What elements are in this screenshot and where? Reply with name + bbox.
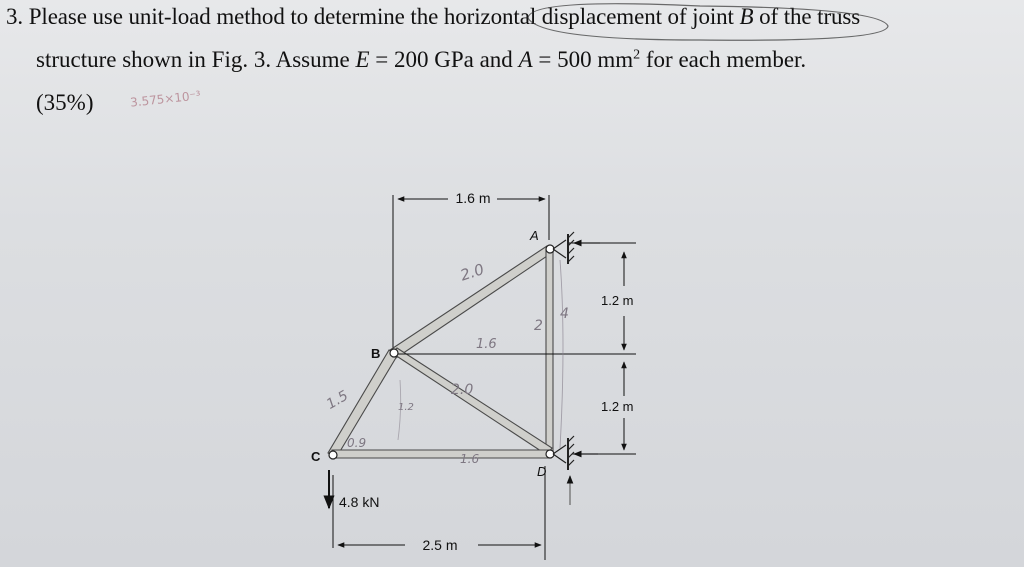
joint-A: [546, 245, 554, 253]
dimension-right-lower-label: 1.2 m: [601, 399, 634, 414]
dimension-bottom-label: 2.5 m: [422, 537, 458, 553]
hand-member-CD: 0.9: [347, 436, 367, 450]
hand-member-CD-lower: 1.6: [460, 452, 480, 466]
hand-member-BC: 1.5: [323, 387, 352, 413]
problem-text-2: structure shown in Fig. 3. Assume: [36, 47, 350, 72]
member-CD: [332, 450, 550, 458]
hand-member-AD: 2: [534, 318, 543, 334]
node-label-D: D: [537, 464, 547, 479]
dimension-top-label: 1.6 m: [455, 190, 491, 206]
handwritten-answer-note: 3.575×10⁻³: [129, 88, 202, 110]
joint-B: [390, 349, 398, 357]
area-value: = 500 mm: [532, 47, 634, 72]
node-label-A: A: [530, 228, 539, 243]
joint-C: [329, 451, 337, 459]
modulus-symbol: E: [355, 47, 370, 72]
area-exponent: 2: [633, 47, 641, 63]
handwritten-circle-mark: [528, 4, 888, 41]
joint-D: [546, 450, 554, 458]
node-label-C: C: [311, 449, 321, 464]
area-symbol: A: [518, 47, 533, 72]
hand-member-BD: 2.0: [451, 382, 474, 398]
joint-label: B: [739, 4, 754, 29]
support-A: [553, 232, 600, 264]
hand-member-AB: 2.0: [458, 260, 487, 285]
problem-text-1-end: of the truss: [759, 4, 861, 29]
problem-text-2-end: for each member.: [640, 47, 807, 72]
problem-text-1: Please use unit-load method to determine the horizontal displacement of joint: [28, 4, 734, 29]
node-label-B: B: [371, 346, 381, 361]
load-label: 4.8 kN: [339, 494, 380, 510]
hand-member-BD-horiz: 1.6: [476, 337, 497, 352]
dimension-right-upper-label: 1.2 m: [601, 293, 634, 308]
member-BD: [392, 348, 552, 455]
modulus-value: = 200 GPa and: [369, 47, 519, 72]
problem-number: 3.: [6, 4, 24, 29]
problem-weight: (35%): [36, 90, 94, 115]
hand-member-BC-force: 1.2: [398, 402, 414, 413]
member-AD: [546, 250, 553, 452]
hand-member-AD2: 4: [560, 306, 569, 322]
truss-members: [328, 246, 553, 458]
